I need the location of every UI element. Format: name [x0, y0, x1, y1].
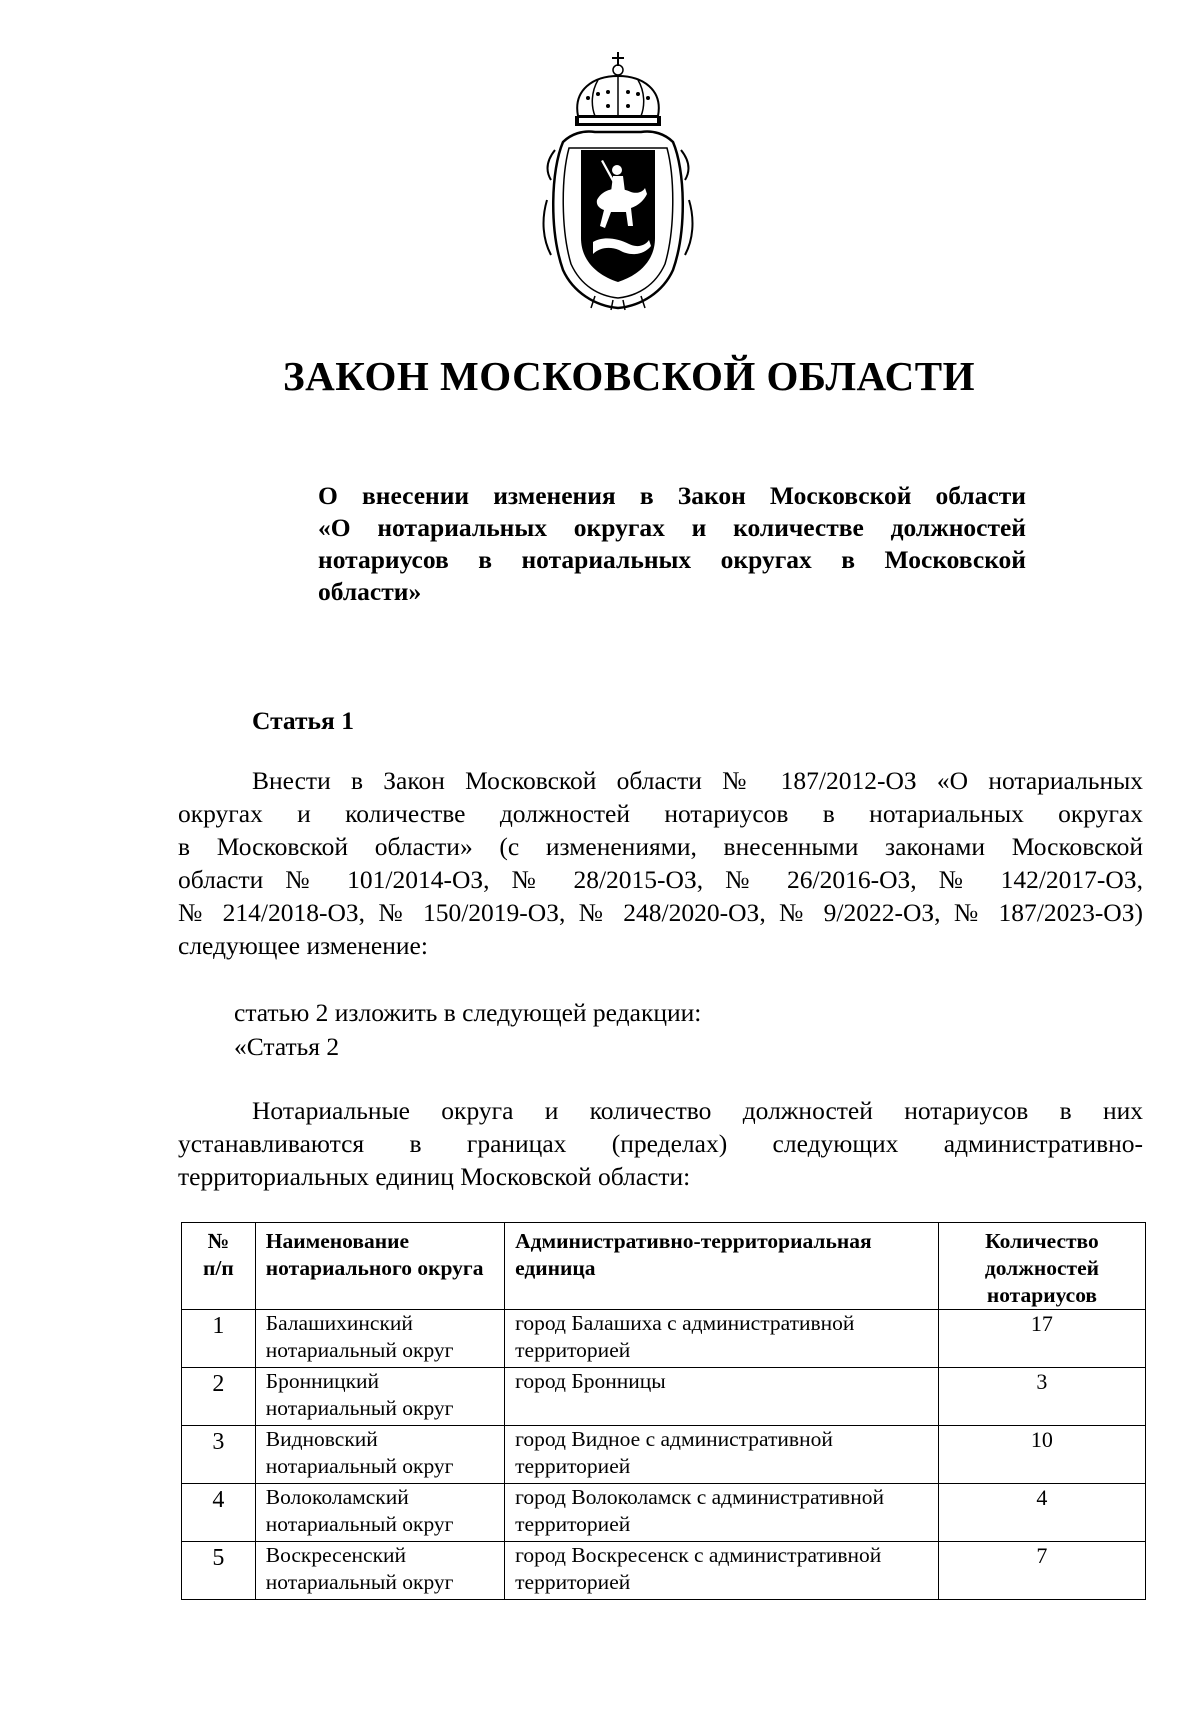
- table-row: [182, 1542, 1146, 1600]
- admin-unit: город Видное с административной территорией: [505, 1426, 939, 1484]
- article-1-heading: Статья 1: [252, 706, 354, 735]
- paragraph-line: округах и количестве должностей нотариусов в нотариальных округах: [178, 799, 1143, 828]
- notary-count: 4: [938, 1484, 1145, 1542]
- district-name: Волоколамский нотариальный округ: [255, 1484, 504, 1542]
- header-number: [182, 1223, 256, 1310]
- admin-unit: город Воскресенск с административной территорией: [505, 1542, 939, 1600]
- notary-count: 7: [938, 1542, 1145, 1600]
- notary-count: 3: [938, 1368, 1145, 1426]
- paragraph-line: территориальных единиц Московской области:: [178, 1162, 691, 1191]
- notary-districts-table: [181, 1222, 1146, 1600]
- district-name: Бронницкий нотариальный округ: [255, 1368, 504, 1426]
- paragraph-line: области № 101/2014-ОЗ, № 28/2015-ОЗ, № 26/2016-ОЗ, № 142/2017-ОЗ,: [178, 865, 1143, 894]
- header-number-sign: №: [207, 1229, 230, 1253]
- admin-unit: город Волоколамск с административной территорией: [505, 1484, 939, 1542]
- notary-count: 17: [938, 1310, 1145, 1368]
- district-name: Балашихинский нотариальный округ: [255, 1310, 504, 1368]
- table-row: [182, 1426, 1146, 1484]
- law-title: ЗАКОН МОСКОВСКОЙ ОБЛАСТИ: [283, 353, 975, 399]
- admin-unit: город Балашиха с административной территорией: [505, 1310, 939, 1368]
- row-number: 5: [182, 1542, 256, 1600]
- district-name: Видновский нотариальный округ: [255, 1426, 504, 1484]
- row-number: 4: [182, 1484, 256, 1542]
- subject-line: «О нотариальных округах и количестве должностей: [318, 513, 1026, 542]
- header-district-name: Наименование нотариального округа: [255, 1223, 504, 1310]
- table-row: [182, 1368, 1146, 1426]
- amendment-instruction: статью 2 изложить в следующей редакции:: [234, 998, 702, 1027]
- subject-line: О внесении изменения в Закон Московской области: [318, 481, 1026, 510]
- article-1-text: [178, 764, 1143, 962]
- header-admin-unit: Административно-территориальная единица: [505, 1223, 939, 1310]
- admin-unit: город Бронницы: [505, 1368, 939, 1426]
- notary-count: 10: [938, 1426, 1145, 1484]
- row-number: 2: [182, 1368, 256, 1426]
- paragraph-line: Внести в Закон Московской области № 187/2012-ОЗ «О нотариальных: [252, 766, 1143, 795]
- table-row: [182, 1310, 1146, 1368]
- table-header-row: [182, 1223, 1146, 1310]
- paragraph-line: № 214/2018-ОЗ, № 150/2019-ОЗ, № 248/2020-ОЗ, № 9/2022-ОЗ, № 187/2023-ОЗ): [178, 898, 1143, 927]
- subject-line: области»: [318, 577, 422, 606]
- row-number: 3: [182, 1426, 256, 1484]
- quoted-article-2-heading: «Статья 2: [234, 1032, 340, 1061]
- paragraph-line: следующее изменение:: [178, 931, 428, 960]
- row-number: 1: [182, 1310, 256, 1368]
- paragraph-line: устанавливаются в границах (пределах) следующих административно-: [178, 1129, 1143, 1158]
- law-subject: [318, 480, 1026, 608]
- article-2-text: [178, 1094, 1143, 1193]
- coat-of-arms-icon: [533, 50, 703, 312]
- subject-line: нотариусов в нотариальных округах в Московской: [318, 545, 1026, 574]
- paragraph-line: в Московской области» (с изменениями, внесенными законами Московской: [178, 832, 1143, 861]
- header-number-abbr: п/п: [202, 1256, 234, 1280]
- district-name: Воскресенский нотариальный округ: [255, 1542, 504, 1600]
- table-row: [182, 1484, 1146, 1542]
- header-notary-count: Количество должностей нотариусов: [938, 1223, 1145, 1310]
- paragraph-line: Нотариальные округа и количество должностей нотариусов в них: [252, 1096, 1143, 1125]
